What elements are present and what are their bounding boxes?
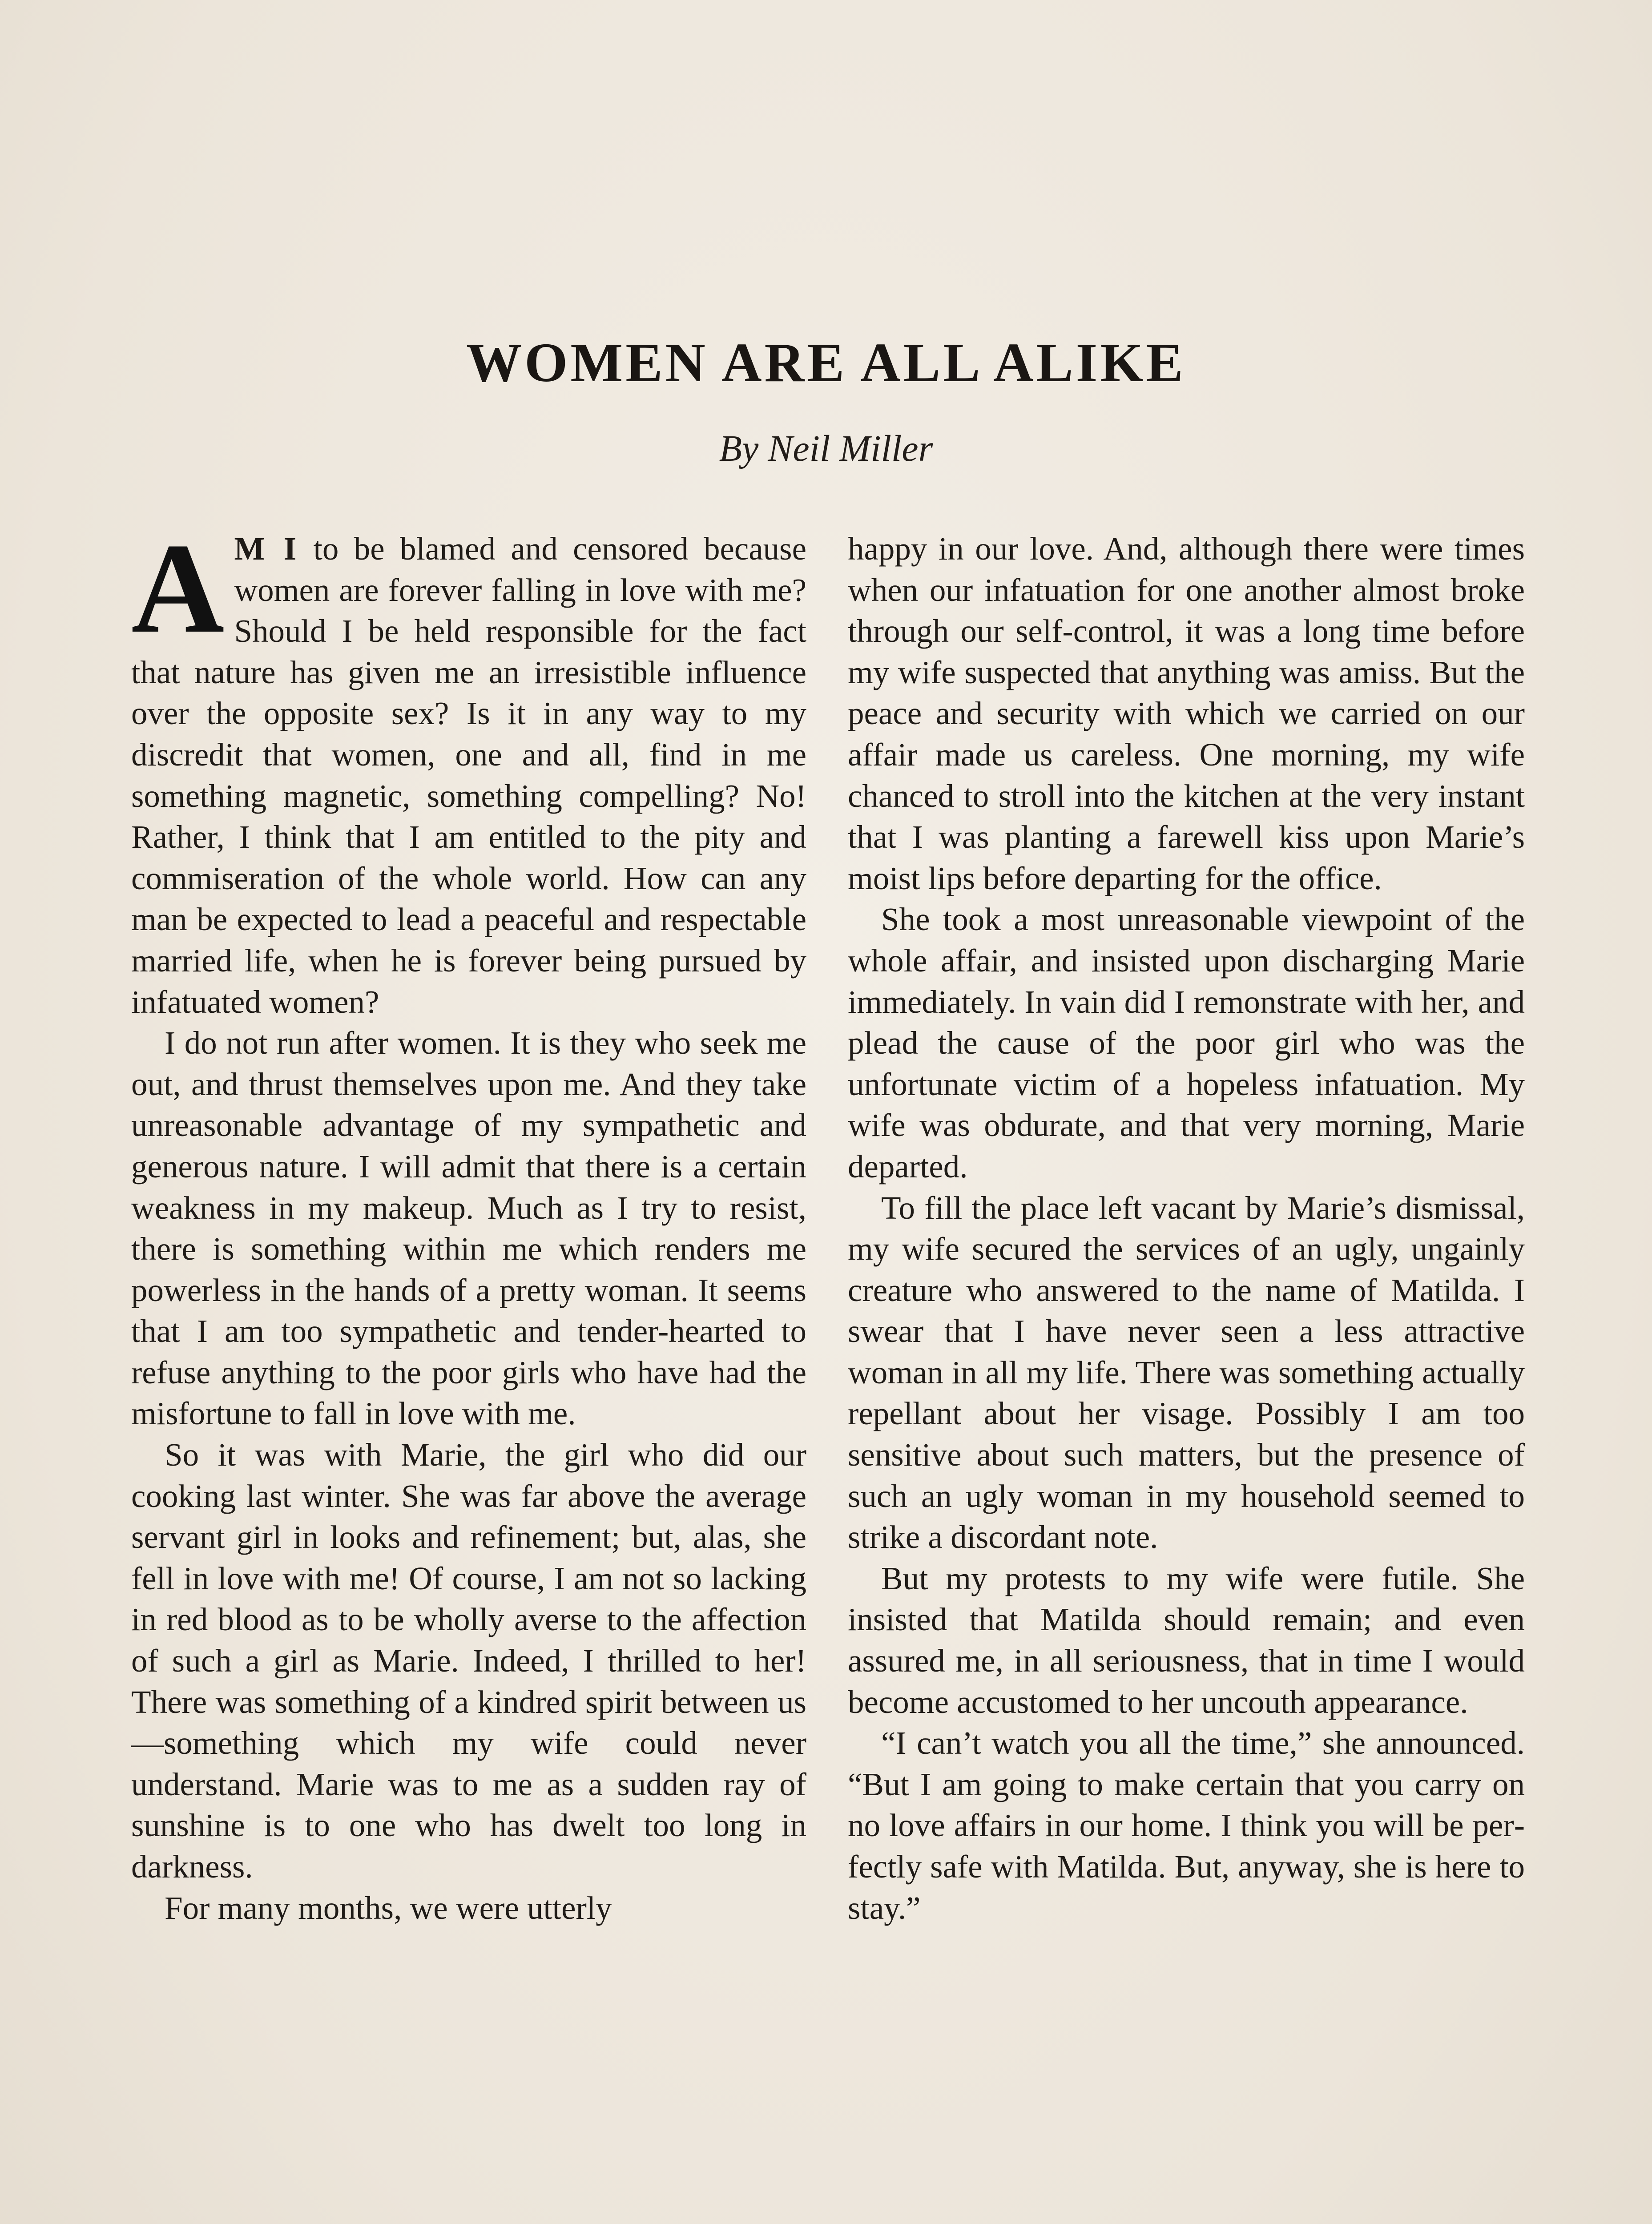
left-column bbox=[131, 517, 806, 1929]
paragraph: happy in our love. And, although there were times when our infatuation for one another almost broke through our self-control, it was a long time before my wife suspected that anything was amiss. But the peace and security with which we carried on our affair made us careless. One morning, my wife chanced to stroll into the kitchen at the very instant that I was planting a farewell kiss upon Marie’s moist lips before departing for the office. bbox=[848, 531, 1525, 896]
article-title: WOMEN ARE ALL ALIKE bbox=[466, 332, 1186, 394]
paragraph: “I can’t watch you all the time,” she announced. “But I am going to make certain that you carry on no love affairs in our home. I think you will be perfectly safe with Matilda. But, anyway, she is here to stay.” bbox=[848, 1725, 1525, 1926]
paragraph: She took a most unreasonable viewpoint of the whole affair, and insisted upon discharging Marie immediately. In vain did I remonstrate with her, and plead the cause of the poor girl who was the unfortunate victim of a hopeless infatuation. My wife was obdurate, and that very morning, Marie departed. bbox=[848, 901, 1525, 1185]
paragraph: So it was with Marie, the girl who did our cooking last winter. She was far above the average servant girl in looks and refinement; but, alas, she fell in love with me! Of course, I am not so lacking in red blood as to be wholly averse to the affection of such a girl as Marie. Indeed, I thrilled to her! There was something of a kindred spirit between us—something which my wife could never understand. Marie was to me as a sudden ray of sunshine is to one who has dwelt too long in darkness. bbox=[131, 1437, 806, 1885]
article-byline: By Neil Miller bbox=[719, 428, 933, 469]
paragraph: To fill the place left vacant by Marie’s dismissal, my wife secured the services of an ugly, ungainly creature who answered to the name of Matilda. I swear that I have never seen a less attractive woman in all my life. There was something actually repellant about her visage. Possibly I am too sensitive about such matters, but the presence of such an ugly woman in my household seemed to strike a discordant note. bbox=[848, 1189, 1525, 1555]
drop-cap: A bbox=[131, 517, 225, 660]
right-column bbox=[848, 528, 1525, 1929]
lead-word: M I bbox=[234, 531, 298, 567]
paragraph-text: to be blamed and censored because women are forever falling in love with me? Should I be held responsible for the fact that nature has given me an irresistible influence over the opposite sex? Is it in any way to my discredit that women, one and all, find in me something magnetic, something compelling? No! Rather, I think that I am entitled to the pity and commiseration of the whole world. How can any man be expected to lead a peaceful and respectable married life, when he is forever being pursued by infatuated women? bbox=[131, 531, 806, 1020]
paragraph: But my protests to my wife were futile. She insisted that Matilda should remain; and even assured me, in all seriousness, that in time I would become accustomed to her uncouth appearance. bbox=[848, 1560, 1525, 1720]
paragraph: I do not run after women. It is they who seek me out, and thrust themselves upon me. And they take unreasonable advantage of my sympathetic and generous nature. I will admit that there is a certain weakness in my makeup. Much as I try to resist, there is something within me which renders me powerless in the hands of a pretty woman. It seems that I am too sympathetic and tender-hearted to refuse anything to the poor girls who have had the misfortune to fall in love with me. bbox=[131, 1025, 806, 1432]
paragraph: For many months, we were utterly bbox=[165, 1890, 612, 1926]
paragraph bbox=[131, 517, 806, 1023]
